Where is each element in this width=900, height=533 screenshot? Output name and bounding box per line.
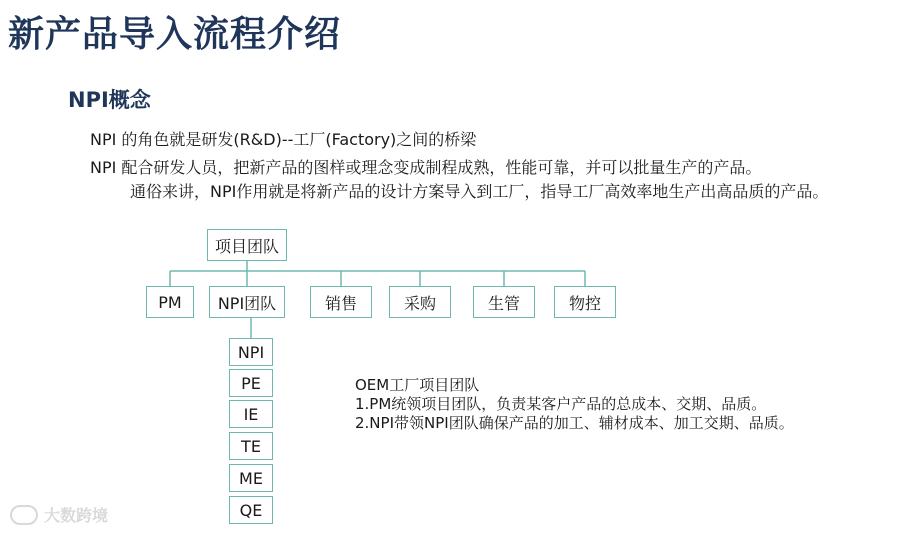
watermark bbox=[10, 503, 108, 526]
oem-note-item-1: 1.PM统领项目团队，负责某客户产品的总成本、交期、品质。 bbox=[355, 395, 767, 413]
oem-note-item-2: 2.NPI带领NPI团队确保产品的加工、辅材成本、加工交期、品质。 bbox=[355, 414, 794, 432]
oem-note-heading: OEM工厂项目团队 bbox=[355, 376, 480, 394]
npi-member-te: TE bbox=[229, 432, 273, 460]
org-node-purchasing: 采购 bbox=[389, 286, 451, 318]
npi-member-ie: IE bbox=[229, 400, 273, 428]
npi-member-qe: QE bbox=[229, 496, 273, 524]
org-node-production-control: 生管 bbox=[473, 286, 535, 318]
page-title: 新产品导入流程介绍 bbox=[8, 14, 342, 55]
watermark-logo-icon bbox=[10, 505, 38, 525]
npi-member-pe: PE bbox=[229, 369, 273, 397]
org-node-pm: PM bbox=[146, 286, 194, 318]
org-node-npi-team: NPI团队 bbox=[209, 286, 285, 318]
npi-member-me: ME bbox=[229, 464, 273, 492]
body-line-2: NPI 配合研发人员，把新产品的图样或理念变成制程成熟，性能可靠，并可以批量生产的产品。 bbox=[90, 158, 762, 177]
org-root-project-team: 项目团队 bbox=[207, 229, 287, 261]
org-node-material-control: 物控 bbox=[554, 286, 616, 318]
oem-note bbox=[355, 376, 794, 433]
watermark-text: 大数跨境 bbox=[44, 506, 109, 525]
section-title: NPI概念 bbox=[68, 88, 151, 112]
npi-member-npi: NPI bbox=[229, 338, 273, 366]
body-line-3: 通俗来讲，NPI作用就是将新产品的设计方案导入到工厂，指导工厂高效率地生产出高品质的产品。 bbox=[130, 182, 829, 201]
org-node-sales: 销售 bbox=[310, 286, 372, 318]
body-line-1: NPI 的角色就是研发(R&D)--工厂(Factory)之间的桥梁 bbox=[90, 130, 477, 149]
